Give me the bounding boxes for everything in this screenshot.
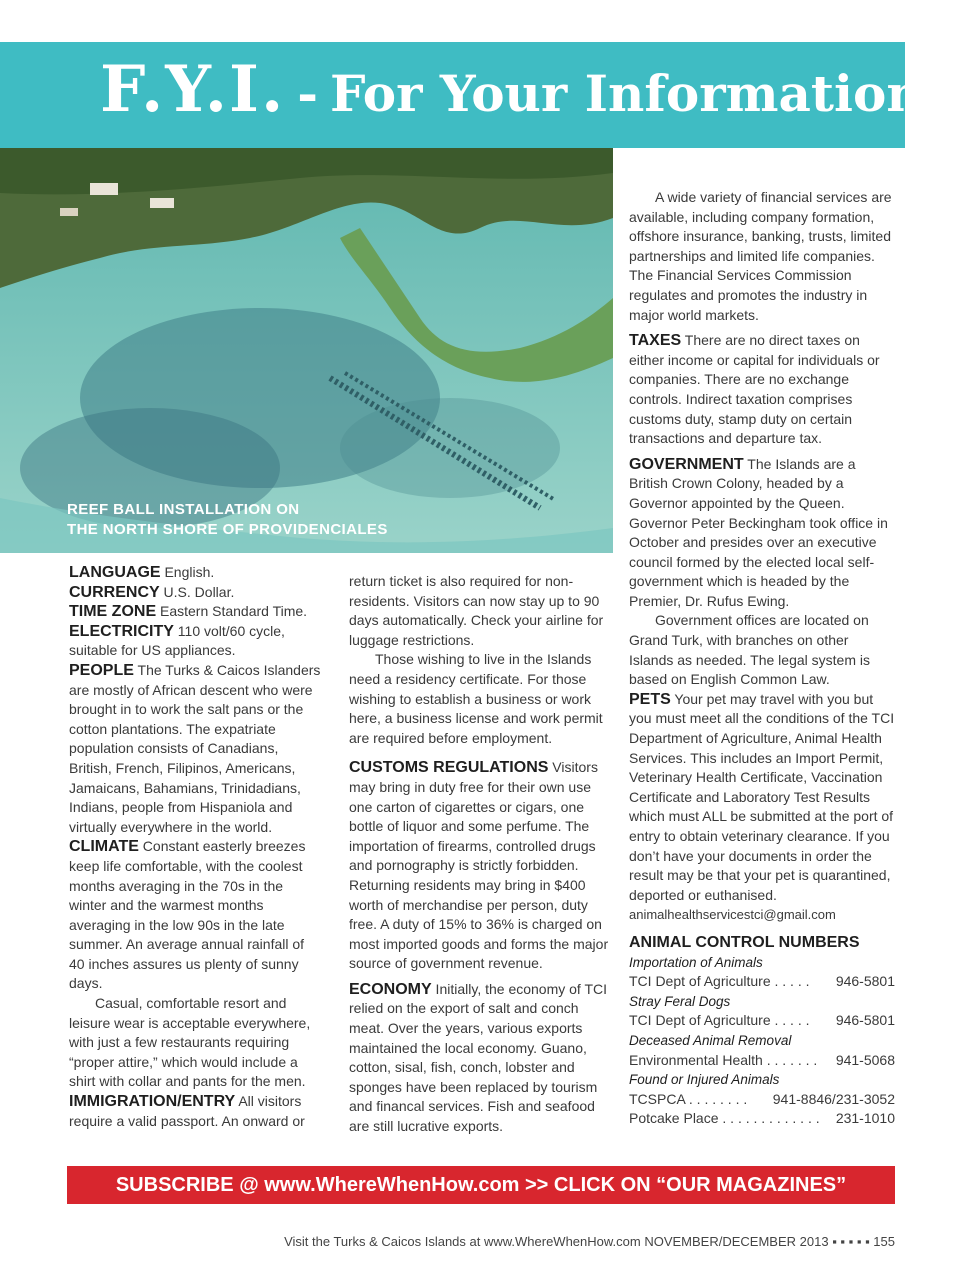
immigration-para [69,1092,323,1131]
climate-heading: CLIMATE [69,838,139,856]
customs-heading: CUSTOMS REGULATIONS [349,759,549,777]
people-heading: PEOPLE [69,661,134,679]
animal-num-3: 941-8846/231-3052 [772,1090,895,1107]
government-heading: GOVERNMENT [629,455,744,473]
title-dash: - [297,64,318,123]
immigration-text: All visitors require a valid passport. An onward or [69,1093,305,1129]
aerial-photo-illustration [0,148,613,553]
offices-para: Government offices are located on Grand Turk, with branches on other Islands as needed. The legal system is based on English Common Law. [629,612,870,688]
customs-para [349,758,611,974]
economy-text: Initially, the economy of TCI relied on the export of salt and conch meat. Over the years, various exports maintained the local economy. Guano, cotton, sisal, fish, conch, lobster and sponges have been replaced by tourism and financal services. Fish and seafood are still lucrative exports. [349,980,608,1135]
animal-sub-0: Importation of Animals [629,954,763,970]
currency-text: U.S. Dollar. [159,583,235,600]
immigration-heading: IMMIGRATION/ENTRY [69,1093,236,1111]
taxes-text: There are no direct taxes on either income or capital for individuals or companies. There are no exchange controls. Indirect taxation comprises customs duty, stamp duty on certain transactions and departure tax. [629,332,880,447]
government-text: The Islands are a British Crown Colony, headed by a Governor appointed by the Queen. Governor Peter Beckingham took office in October and presides over an executive council formed by the elected local self-government which is headed by the Premier, Dr. Rufus Ewing. [629,455,888,609]
page-footer [284,1234,895,1249]
column-3 [629,188,895,1129]
reef-aerial-photo [0,148,613,553]
language-heading: LANGUAGE [69,564,161,581]
page-title [100,52,923,127]
subscribe-banner[interactable]: SUBSCRIBE @ www.WhereWhenHow.com >> CLICK ON “OUR MAGAZINES” [67,1166,895,1204]
electricity-para [69,622,323,661]
caption-line-2: THE NORTH SHORE OF PROVIDENCIALES [67,521,388,538]
animal-num-0: 946-5801 [835,973,895,990]
animal-line-2 [629,1051,895,1071]
people-text: The Turks & Caicos Islanders are mostly of African descent who were brought in to work the salt pans or the cotton plantations. The expatriate population consists of Canadians, British, French, Filipinos, Americans, Jamaicans, Bahamians, Trinidadians, Indians, people from Hispaniola and virtually everywhere in the world. [69,661,321,835]
government-para [629,455,895,612]
timezone-heading: TIME ZONE [69,603,157,621]
currency-para [69,583,323,603]
financial-para: A wide variety of financial services are available, including company formation, offshore insurance, banking, trusts, limited partnerships and limited life companies. The Financial Services Commission regulates and promotes the industry in major world markets. [629,189,892,323]
animal-sub-3: Found or Injured Animals [629,1072,780,1088]
taxes-heading: TAXES [629,332,682,350]
column-2 [349,572,611,1137]
animal-sub-1: Stray Feral Dogs [629,993,731,1009]
currency-heading: CURRENCY [69,583,160,601]
footer-visit: Visit the Turks & Caicos Islands at www.WhereWhenHow.com NOVEMBER/DECEMBER 2013 [284,1234,829,1249]
timezone-para [69,602,323,622]
animal-name-2: Environmental Health . . . . . . . [629,1051,818,1068]
column-1 [69,563,323,1131]
title-rest: For Your Information [329,64,923,123]
residency-para: Those wishing to live in the Islands need a residency certificate. For those wishing to establish a business or work here, a business license and work permit are required before employment. [349,651,603,746]
animal-name-4: Potcake Place . . . . . . . . . . . . . [629,1110,820,1127]
language-text: English. [160,564,215,580]
language-para [69,563,323,583]
electricity-text: 110 volt/60 cycle, suitable for US appliances. [69,622,285,659]
animal-num-4: 231-1010 [835,1110,895,1127]
casual-para: Casual, comfortable resort and leisure wear is acceptable everywhere, with just a few restaurants requiring “proper attire,” which would include a shirt with collar and pants for the men. [69,995,311,1090]
animal-line-4 [629,1109,895,1129]
animal-line-1 [629,1011,895,1031]
animal-line-3 [629,1090,895,1110]
economy-para [349,980,611,1137]
taxes-para [629,331,895,449]
people-para [69,661,323,837]
electricity-heading: ELECTRICITY [69,622,174,640]
animal-line-0 [629,972,895,992]
title-fyi: F.Y.I. [100,52,286,127]
climate-text: Constant easterly breezes keep life comfortable, with the coolest months averaging in the 70s in the winter and the warmest months averaging in the low 90s in the late summer. An average annual rainfall of 40 inches assures us plenty of sunny days. [69,838,306,992]
timezone-text: Eastern Standard Time. [156,603,308,620]
pets-text: Your pet may travel with you but you must meet all the conditions of the TCI Department of Agriculture, Animal Health Services. This includes an Import Permit, Veterinary Health Certificate, Vaccination Certificate and Laboratory Test Results which must ALL be submitted at the port of entry to obtain veterinary clearance. If you don’t have your documents in order the result may be that your pet is quarantined, deported or euthanised. [629,690,895,903]
climate-para [69,837,323,994]
animal-sub-2: Deceased Animal Removal [629,1032,792,1048]
return-para: return ticket is also required for non-residents. Visitors can now stay up to 90 days automatically. Check your airline for luggage restrictions. [349,573,604,648]
animal-name-0: TCI Dept of Agriculture . . . . . [629,973,810,990]
pets-heading: PETS [629,690,671,708]
economy-heading: ECONOMY [349,980,432,998]
animal-control-heading: ANIMAL CONTROL NUMBERS [629,933,860,951]
animal-name-3: TCSPCA . . . . . . . . [629,1090,748,1107]
pets-para [629,690,895,906]
customs-text: Visitors may bring in duty free for their own use one carton of cigarettes or cigars, one bottle of liquor and some perfume. The importation of firearms, controlled drugs and pornography is strictly forbidden. Returning residents may bring in $400 worth of merchandise per person, duty free. A duty of 15% to 36% is charged on most imported goods and forms the major source of government revenue. [349,759,609,972]
animal-control-list [629,953,895,1129]
footer-dots: ▪ ▪ ▪ ▪ ▪ [828,1234,874,1249]
animal-num-2: 941-5068 [835,1051,895,1068]
animal-name-1: TCI Dept of Agriculture . . . . . [629,1012,810,1029]
animal-num-1: 946-5801 [835,1012,895,1029]
caption-line-1: REEF BALL INSTALLATION ON [67,501,300,518]
photo-caption [67,500,388,540]
page-number: 155 [873,1234,895,1249]
pets-email: animalhealthservicestci@gmail.com [629,907,836,923]
